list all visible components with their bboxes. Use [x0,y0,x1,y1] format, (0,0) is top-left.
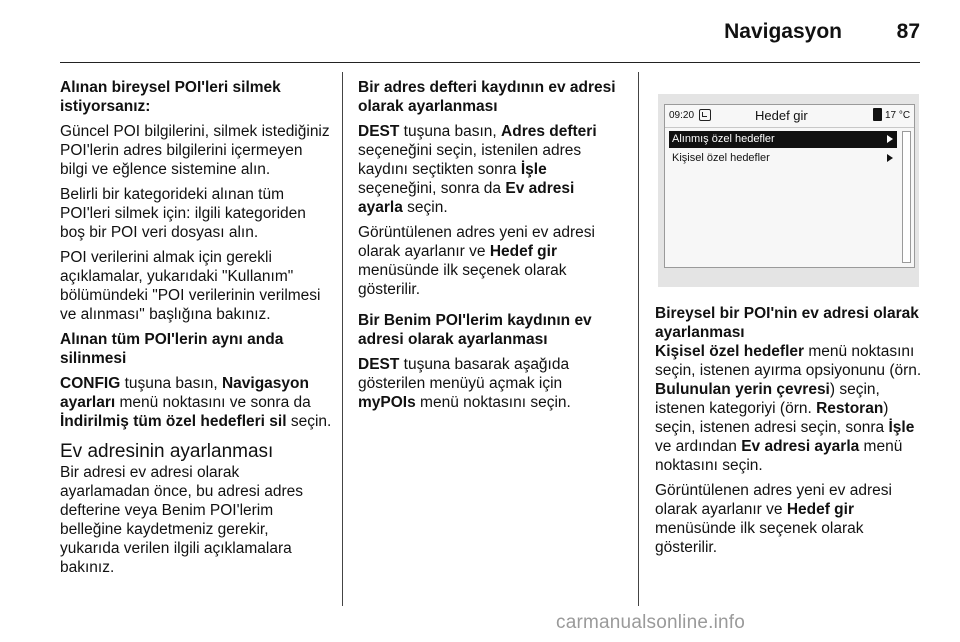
menu-term: Ev adresi ayarla [741,438,860,455]
paragraph: Bir adresi ev adresi olarak ayarlamadan önce, bu adresi adres defterine veya Benim POI'lerim belleğine kaydetmeniz gerekir, yukarıda verilen ilgili açıklamalara bakınız. [60,464,303,576]
page-title: Navigasyon [724,20,842,43]
paragraph: Belirli bir kategorideki alınan tüm POI'leri silmek için: ilgili kategoriden boş bir POI veri dosyası alın. [60,186,306,241]
menu-term: İndirilmiş tüm özel hedefleri sil [60,413,287,430]
column-divider-1 [342,72,343,606]
column-2 [358,78,620,418]
paragraph: POI verilerini almak için gerekli açıklamalar, yukarıdaki "Kullanım" bölümündeki "POI verilerinin verilmesi ve alınması" başlığına bakınız. [60,249,321,323]
menu-term: Bulunulan yerin çevresi [655,381,830,398]
temperature: 17 °C [885,110,911,121]
paragraph: DEST tuşuna basın, Adres defteri seçeneğini seçin, istenilen adres kaydını seçtikten sonra İşle seçeneğini, sonra da Ev adresi ayarla seçin. [358,123,597,216]
arrow-right-icon [887,135,893,143]
section-title: Ev adresinin ayarlanması [60,441,274,462]
paragraph: CONFIG tuşuna basın, Navigasyon ayarları menü noktasını ve sonra da İndirilmiş tüm özel hedefleri sil seçin. [60,375,332,430]
subheading-delete-all-poi: Alınan tüm POI'lerin aynı anda silinmesi [60,331,284,367]
screen-illustration [658,94,919,287]
display-status-bar [665,105,914,128]
key-config: CONFIG [60,375,121,392]
page-number: 87 [896,20,920,43]
watermark: carmanualsonline.info [556,612,746,633]
paragraph: Görüntülenen adres yeni ev adresi olarak ayarlanır ve Hedef gir menüsünde ilk seçenek olarak gösterilir. [358,224,595,298]
menu-item-received-poi[interactable]: Alınmış özel hedefler [669,131,897,148]
subheading-address-book: Bir adres defteri kaydının ev adresi olarak ayarlanması [358,79,616,115]
paragraph: Görüntülenen adres yeni ev adresi olarak ayarlanır ve Hedef gir menüsünde ilk seçenek olarak gösterilir. [655,482,892,556]
key-dest: DEST [358,356,400,373]
column-3 [655,304,925,563]
menu-term: Navigasyon ayarları [60,375,309,411]
column-1 [60,78,332,583]
column-divider-2 [638,72,639,606]
clock-icon [699,109,711,121]
menu-term: Adres defteri [501,123,597,140]
display [664,104,915,268]
menu-term: Hedef gir [786,501,854,518]
menu-term: İşle [888,419,915,436]
paragraph: Kişisel özel hedefler menü noktasını seçin, istenen ayırma opsiyonunu (örn. Bulunulan yerin çevresi) seçin, istenen kategoriyi (örn. Restoran) seçin, istenen adresi seçin, sonra İşle ve ardından Ev adresi ayarla menü noktasını seçin. [655,343,922,474]
menu-term: Hedef gir [489,243,557,260]
clock-time: 09:20 [669,110,695,121]
subheading-delete-individual-poi: Alınan bireysel POI'leri silmek istiyorsanız: [60,79,281,115]
menu-term: myPOIs [358,394,416,411]
menu-term: Ev adresi ayarla [358,180,575,216]
key-dest: DEST [358,123,400,140]
page-header [0,14,960,54]
menu-item-personal-poi[interactable]: Kişisel özel hedefler [669,150,897,167]
menu-term: Restoran [816,400,884,417]
scrollbar[interactable] [902,131,911,263]
paragraph: Güncel POI bilgilerini, silmek istediğiniz POI'lerin adres bilgilerini içermeyen bilgi ve eğlence sistemine alın. [60,123,330,178]
arrow-right-icon [887,154,893,162]
display-title: Hedef gir [755,108,808,123]
menu-term: Kişisel özel hedefler [655,343,805,360]
subheading-individual-poi-home: Bireysel bir POI'nin ev adresi olarak ayarlanması [655,305,919,341]
header-divider [60,62,920,63]
phone-icon [873,108,882,121]
subheading-mypois: Bir Benim POI'lerim kaydının ev adresi olarak ayarlanması [358,312,592,348]
paragraph: DEST tuşuna basarak aşağıda gösterilen menüyü açmak için myPOIs menü noktasını seçin. [358,356,571,411]
menu-term: İşle [520,161,547,178]
